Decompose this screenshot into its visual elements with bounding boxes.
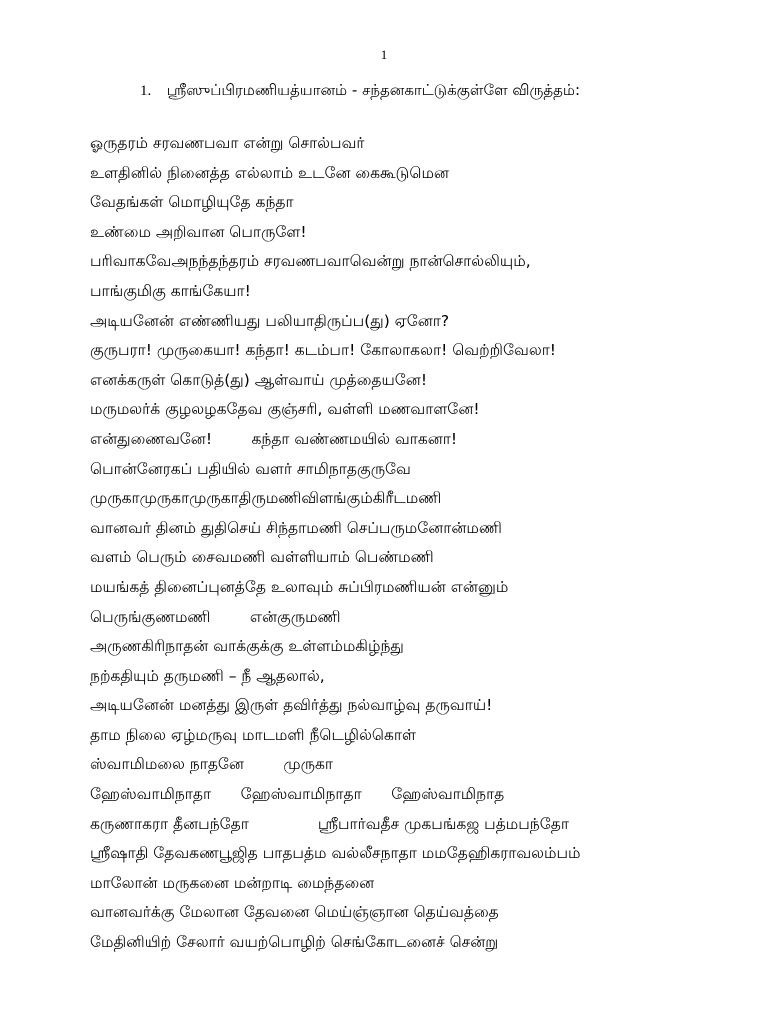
verse-line: நற்கதியும் தருமணி – நீ ஆதலால், [90,666,325,685]
verse-line: ஹேஸ்வாமிநாதா ஹேஸ்வாமிநாதா ஹேஸ்வாமிநாத [90,785,505,804]
verse-line: முருகாமுருகாமுருகாதிருமணிவிளங்கும்கிரீடமணி [90,489,442,508]
verse-line: என்துணைவனே! கந்தா வண்ணமயில் வாகனா! [90,429,458,448]
section-heading [140,81,580,101]
verse-line: மருமலர்க் குழலழகதேவ குஞ்சரி, வள்ளி மணவாளனே! [90,400,480,419]
verse-line: வேதங்கள் மொழியுதே கந்தா [90,193,294,212]
verse-body [90,131,730,960]
verse-line: கருணாகரா தீனபந்தோ ஸ்ரீபார்வதீச முகபங்கஜ பத்மபந்தோ [90,814,569,833]
verse-line: உளதினில் நினைத்த எல்லாம் உடனே கைகூடுமென [90,163,449,182]
verse-line: பாங்குமிகு காங்கேயா! [90,281,251,300]
verse-line: மேதினியிற் சேலார் வயற்பொழிற் செங்கோடனைச் சென்று [90,933,499,952]
verse-line: வானவர்க்கு மேலான தேவனை மெய்ஞ்ஞான தெய்வத்தை [90,903,499,922]
verse-line: பரிவாகவேஅநந்தந்தரம் சரவணபவாவென்று நான்சொல்லியும், [90,252,531,271]
verse-line: வானவர் தினம் துதிசெய் சிந்தாமணி செப்பருமனோன்மணி [90,518,502,537]
verse-line: அருணகிரிநாதன் வாக்குக்கு உள்ளம்மகிழ்ந்து [90,637,404,656]
verse-line: தாம நிலை ஏழ்மருவு மாடமளி நீடெழில்கொள் [90,725,416,744]
verse-line: அடியனேன் எண்ணியது பலியாதிருப்ப(து) ஏனோ? [90,311,450,330]
verse-line: ஸ்வாமிமலை நாதனே முருகா [90,755,333,774]
section-number: 1. [140,83,152,99]
verse-line: அடியனேன் மனத்து இருள் தவிர்த்து நல்வாழ்வு தருவாய்! [90,696,493,715]
verse-line: பொன்னேரகப் பதியில் வளர் சாமிநாதகுருவே [90,459,411,478]
verse-line: உண்மை அறிவான பொருளே! [90,222,307,241]
verse-line: வளம் பெரும் சைவமணி வள்ளியாம் பெண்மணி [90,548,434,567]
verse-line: மயங்கத் தினைப்புனத்தே உலாவும் சுப்பிரமணியன் என்னும் [90,577,509,596]
section-title: ஸ்ரீஸுப்பிரமணியத்யானம் - சந்தனகாட்டுக்குள்ளே விருத்தம்: [166,81,581,99]
verse-line: பெருங்குணமணி என்குருமணி [90,607,341,626]
verse-line: எனக்கருள் கொடுத்(து) ஆள்வாய் முத்தையனே! [90,370,428,389]
verse-line: மாலோன் மருகனை மன்றாடி மைந்தனை [90,873,375,892]
page-number: 1 [380,47,388,62]
verse-line: ஸ்ரீஷாதி தேவகணபூஜித பாதபத்ம வல்லீசநாதா மமதேஹிகராவலம்பம் [90,844,581,863]
verse-line: ஓருதரம் சரவணபவா என்று சொல்பவர் [90,134,365,152]
verse-line: குருபரா! முருகையா! கந்தா! கடம்பா! கோலாகலா! வெற்றிவேலா! [90,341,557,360]
